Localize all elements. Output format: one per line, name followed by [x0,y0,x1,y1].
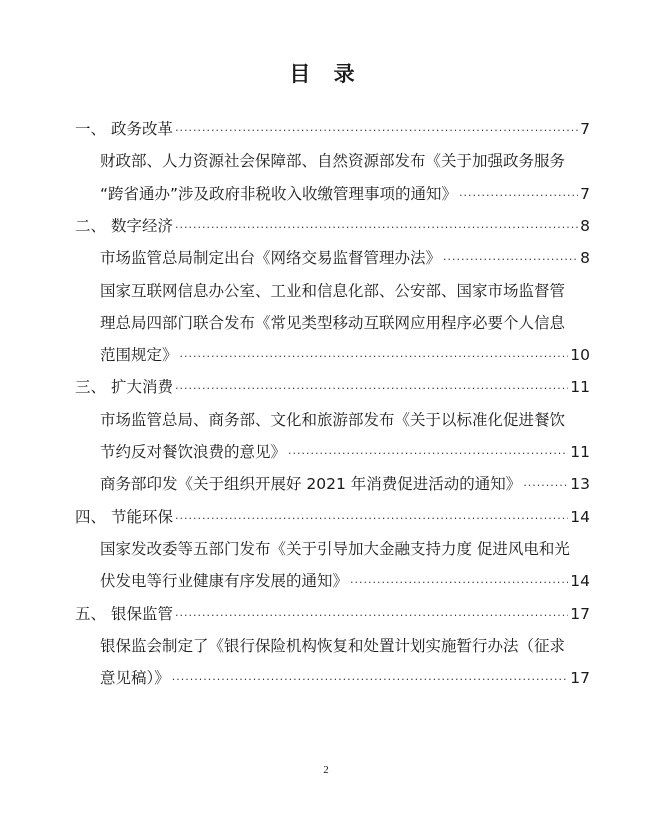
dot-leader [459,183,578,209]
item-text: 节约反对餐饮浪费的意见》 [100,443,287,461]
item-text: 市场监管总局制定出台《网络交易监督管理办法》 [100,249,442,268]
toc-section-entry[interactable] [75,504,590,530]
item-page-number: 17 [570,669,590,688]
dot-leader [350,570,568,596]
section-page-number: 8 [580,216,590,235]
dot-leader [175,376,568,402]
item-page-number: 7 [580,184,590,203]
item-text: 财政部、人力资源社会保障部、自然资源部发布《关于加强政务服务 [100,152,566,171]
section-page-number: 14 [570,507,590,526]
item-text: 范围规定》 [100,346,178,365]
toc-title: 目 录 [289,62,363,86]
toc-item-line[interactable] [100,181,590,207]
item-text: 意见稿）》 [100,669,170,688]
dot-leader [175,215,578,241]
toc-item-line[interactable] [100,342,590,368]
section-title: 银保监管 [111,604,174,623]
toc-item-line[interactable] [100,665,590,691]
toc-section-entry[interactable] [75,213,590,239]
item-page-number: 13 [570,475,590,494]
section-number: 四、 [75,507,107,526]
item-page-number: 10 [570,346,590,365]
toc-item-line[interactable] [100,536,590,562]
dot-leader [523,473,568,499]
toc-item-line[interactable] [100,148,590,174]
item-text: 市场监管总局、商务部、文化和旅游部发布《关于以标准化促进餐饮 [100,410,566,429]
toc-item-line[interactable] [100,310,590,336]
section-page-number: 7 [580,120,590,138]
item-text: 理总局四部门联合发布《常见类型移动互联网应用程序必要个人信息 [100,313,566,332]
page-number: 2 [323,764,329,776]
item-text: 国家互联网信息办公室、工业和信息化部、公安部、国家市场监督管 [100,281,566,300]
item-text: “跨省通办”涉及政府非税收入收缴管理事项的通知》 [100,184,458,203]
dot-leader [172,667,569,693]
toc-item-line[interactable] [100,471,590,497]
item-text: 伏发电等行业健康有序发展的通知》 [100,572,349,591]
item-text: 商务部印发《关于组织开展好 2021 年消费促进活动的通知》 [100,475,522,494]
toc-item-line[interactable] [100,439,590,465]
section-page-number: 17 [570,604,590,623]
item-page-number: 14 [570,572,590,591]
dot-leader [443,247,578,273]
dot-leader [175,506,568,532]
dot-leader [175,118,578,144]
section-number: 三、 [75,378,107,397]
section-title: 扩大消费 [111,378,174,397]
toc-item-line[interactable] [100,245,590,271]
toc-item-line[interactable] [100,278,590,304]
section-number: 五、 [75,604,107,623]
section-title: 数字经济 [111,216,174,235]
toc-section-entry[interactable] [75,601,590,627]
toc-item-line[interactable] [100,568,590,594]
dot-leader [288,441,568,467]
toc-section-entry[interactable] [75,374,590,400]
section-title: 节能环保 [111,507,174,526]
dot-leader [180,344,569,370]
section-number: 二、 [75,216,107,235]
item-text: 国家发改委等五部门发布《关于引导加大金融支持力度 促进风电和光 [100,539,570,558]
item-page-number: 8 [580,249,590,268]
item-page-number: 11 [570,443,590,461]
toc-item-line[interactable] [100,407,590,433]
section-number: 一、 [75,120,107,138]
section-title: 政务改革 [111,120,174,138]
toc-section-entry[interactable] [75,116,590,142]
dot-leader [175,603,568,629]
item-text: 银保监会制定了《银行保险机构恢复和处置计划实施暂行办法（征求 [100,636,566,655]
toc-item-line[interactable] [100,633,590,659]
section-page-number: 11 [570,378,590,397]
